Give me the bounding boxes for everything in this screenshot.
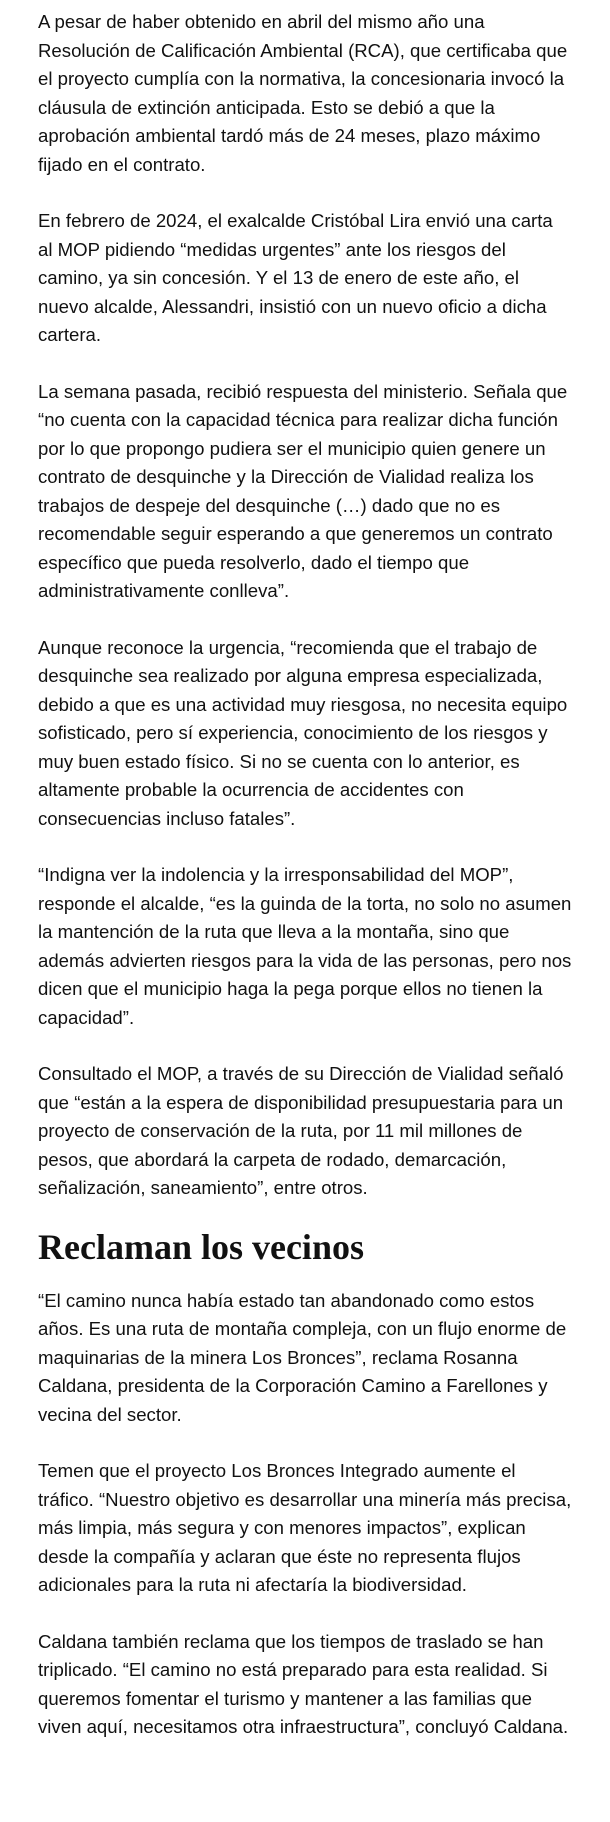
paragraph-urgencia: Aunque reconoce la urgencia, “recomienda que el trabajo de desquinche sea realizado por alguna empresa especializada, debido a que es una actividad muy riesgosa, no necesita equipo sofisticado, pero sí experiencia, conocimiento de los riesgos y muy buen estado físico. Si no se cuenta con lo anterior, es altamente probable la ocurrencia de accidentes con consecuencias incluso fatales”.: [38, 636, 568, 829]
paragraph-caldana-quote: “El camino nunca había estado tan abandonado como estos años. Es una ruta de montaña compleja, con un flujo enorme de maquinarias de la minera Los Bronces”, reclama Rosanna Caldana, presidenta de la Corporación Camino a Farellones y vecina del sector.: [38, 1289, 567, 1425]
paragraph-los-bronces: Temen que el proyecto Los Bronces Integrado aumente el tráfico. “Nuestro objetivo es desarrollar una minería más precisa, más limpia, más segura y con menores impactos”, explican desde la compañía y aclaran que éste no representa flujos adicionales para la ruta ni afectaría la biodiversidad.: [38, 1460, 572, 1595]
paragraph-conclusion: Caldana también reclama que los tiempos de traslado se han triplicado. “El camino no está preparado para esta realidad. Si queremos fomentar el turismo y mantener a las familias que viven aquí, necesitamos otra infraestructura”, concluyó Caldana.: [38, 1630, 569, 1737]
paragraph-respuesta-ministerio: La semana pasada, recibió respuesta del ministerio. Señala que “no cuenta con la capacidad técnica para realizar dicha función por lo que propongo pudiera ser el municipio quien genere un contrato de desquinche y la Dirección de Vialidad realiza los trabajos de despeje del desquinche (…) dado que no es recomendable seguir esperando a que generemos un contrato específico que pueda resolverlo, dado el tiempo que administrativamente conlleva”.: [38, 380, 568, 601]
paragraph-vialidad: Consultado el MOP, a través de su Dirección de Vialidad señaló que “están a la espera de disponibilidad presupuestaria para un proyecto de conservación de la ruta, por 11 mil millones de pesos, que abordará la carpeta de rodado, demarcación, señalización, saneamiento”, entre otros.: [38, 1063, 564, 1198]
section-heading: Reclaman los vecinos: [38, 1226, 364, 1267]
paragraph-carta-mop: En febrero de 2024, el exalcalde Cristóbal Lira envió una carta al MOP pidiendo “medidas urgentes” ante los riesgos del camino, ya sin concesión. Y el 13 de enero de este año, el nuevo alcalde, Alessandri, insistió con un nuevo oficio a dicha cartera.: [38, 210, 553, 345]
paragraph-rca: A pesar de haber obtenido en abril del mismo año una Resolución de Calificación Ambiental (RCA), que certificaba que el proyecto cumplía con la normativa, la concesionaria invocó la cláusula de extinción anticipada. Esto se debió a que la aprobación ambiental tardó más de 24 meses, plazo máximo fijado en el contrato.: [38, 11, 568, 175]
paragraph-alcalde: “Indigna ver la indolencia y la irresponsabilidad del MOP”, responde el alcalde, “es la guinda de la torta, no solo no asumen la mantención de la ruta que lleva a la montaña, sino que además advierten riesgos para la vida de las personas, pero nos dicen que el municipio haga la pega porque ellos no tienen la capacidad”.: [38, 864, 572, 1028]
